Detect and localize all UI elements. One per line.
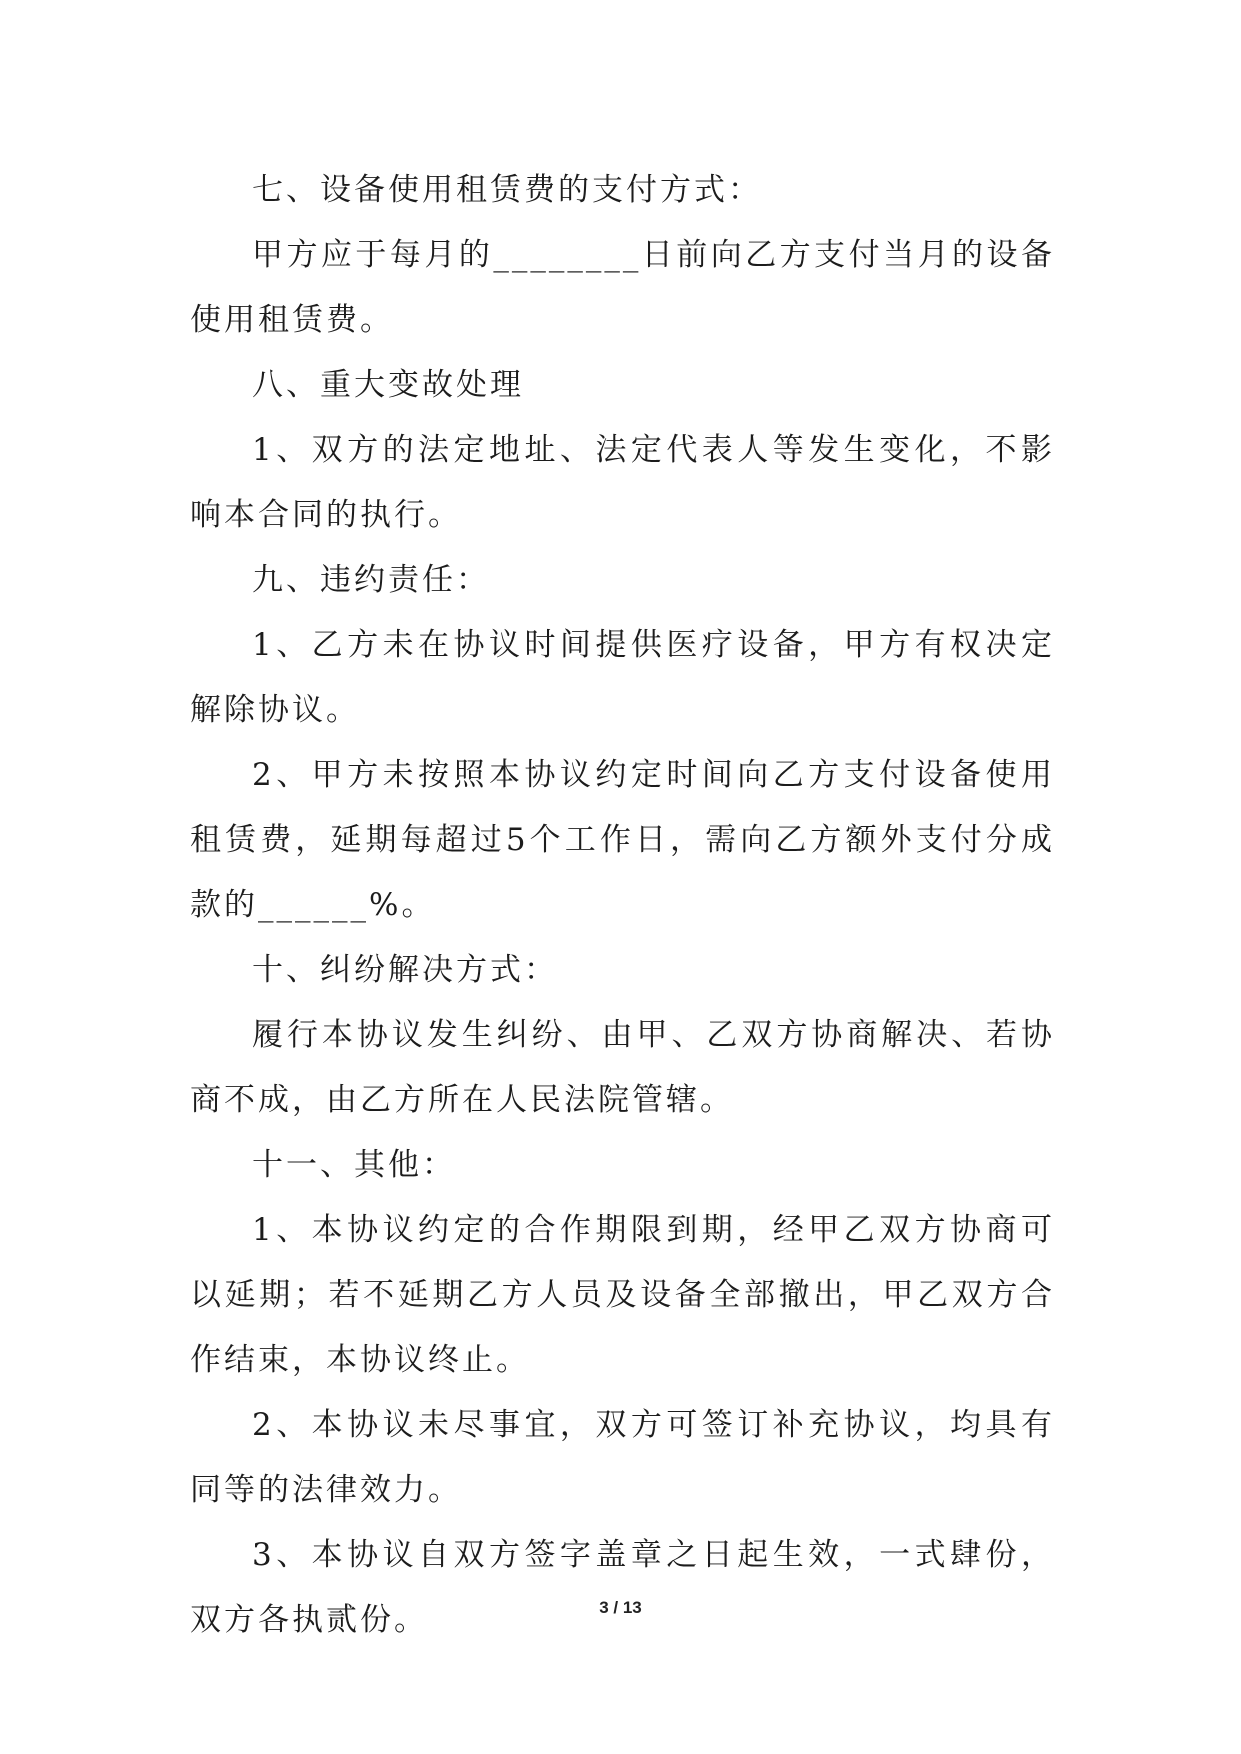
paragraph-major-changes-1: 1、双方的法定地址、法定代表人等发生变化，不影响本合同的执行。: [190, 432, 1055, 533]
paragraph-payment-terms: 甲方应于每月的________日前向乙方支付当月的设备使用租赁费。: [190, 237, 1055, 338]
paragraph-liability-2: 2、甲方未按照本协议约定时间向乙方支付设备使用租赁费，延期每超过5个工作日，需向乙方额外支付分成款的______%。: [190, 757, 1055, 923]
paragraph-dispute: 履行本协议发生纠纷、由甲、乙双方协商解决、若协商不成，由乙方所在人民法院管辖。: [190, 1017, 1055, 1118]
page-number: 3 / 13: [599, 1598, 642, 1617]
document-body: [190, 158, 1055, 1653]
section-heading-major-changes: 八、重大变故处理: [252, 367, 524, 403]
paragraph-other-2: 2、本协议未尽事宜，双方可签订补充协议，均具有同等的法律效力。: [190, 1407, 1055, 1508]
section-heading-dispute: 十、纠纷解决方式：: [252, 952, 558, 988]
paragraph-other-1: 1、本协议约定的合作期限到期，经甲乙双方协商可以延期；若不延期乙方人员及设备全部撤出，甲乙双方合作结束，本协议终止。: [190, 1212, 1055, 1378]
section-heading-other: 十一、其他：: [252, 1147, 456, 1183]
paragraph-liability-1: 1、乙方未在协议时间提供医疗设备，甲方有权决定解除协议。: [190, 627, 1055, 728]
section-heading-payment: 七、设备使用租赁费的支付方式：: [252, 172, 762, 208]
paragraph-other-3: 3、本协议自双方签字盖章之日起生效，一式肆份，双方各执贰份。: [190, 1537, 1055, 1638]
section-heading-liability: 九、违约责任：: [252, 562, 490, 598]
